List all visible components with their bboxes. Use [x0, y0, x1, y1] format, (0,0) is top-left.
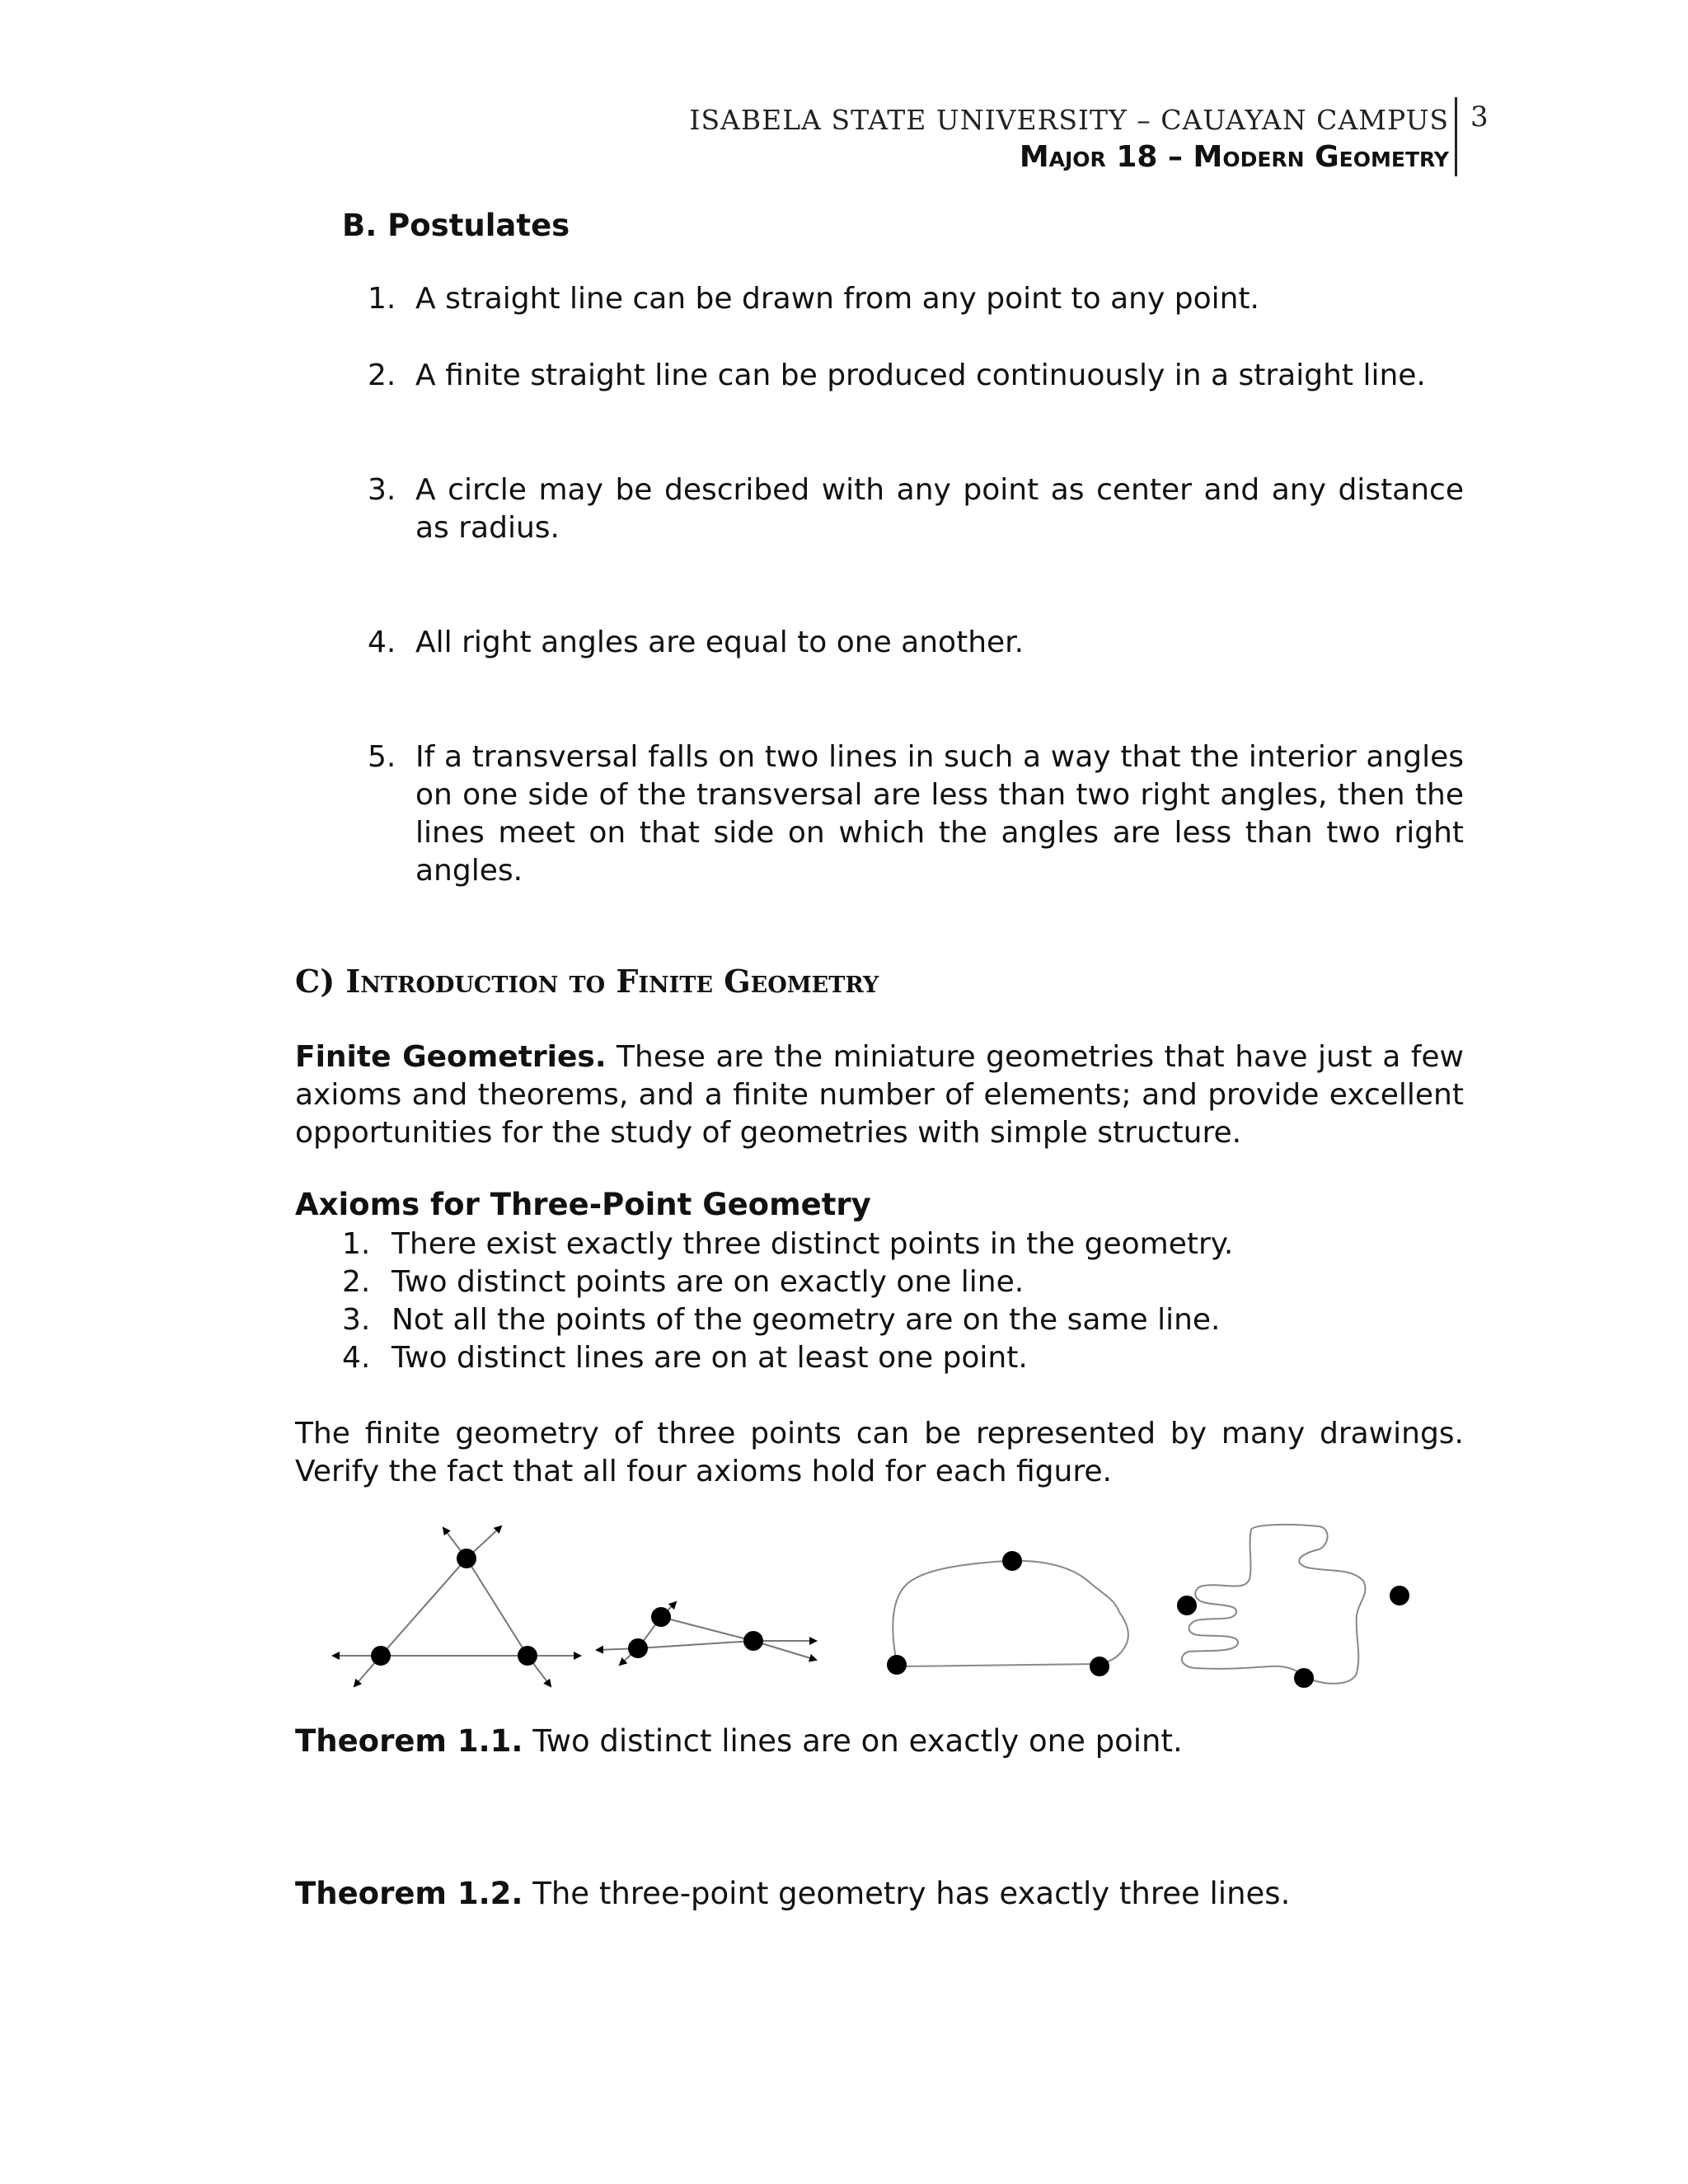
- three-point-geometry-figures: [321, 1513, 1459, 1711]
- axiom-text: Not all the points of the geometry are on the same line.: [392, 1303, 1221, 1337]
- axiom-number: 2.: [342, 1265, 371, 1299]
- postulate-item: [368, 738, 1464, 890]
- postulate-number: 1.: [368, 282, 396, 316]
- definition-term: Finite Geometries.: [295, 1040, 607, 1074]
- axiom-item: [342, 1226, 1233, 1263]
- axiom-item: [342, 1339, 1028, 1377]
- page-header: [689, 102, 1449, 176]
- postulate-number: 5.: [368, 740, 396, 774]
- postulate-number: 2.: [368, 359, 396, 392]
- postulate-text: A finite straight line can be produced continuously in a straight line.: [415, 359, 1426, 392]
- postulate-item: [368, 471, 1464, 547]
- figure-triangle: [333, 1526, 580, 1686]
- theorem-label: Theorem 1.1.: [295, 1723, 523, 1759]
- theorem-label: Theorem 1.2.: [295, 1876, 523, 1911]
- axiom-item: [342, 1263, 1024, 1301]
- postulate-item: [368, 357, 1464, 395]
- section-c-title: C) Introduction to Finite Geometry: [295, 963, 879, 1000]
- axiom-text: Two distinct points are on exactly one line.: [392, 1265, 1025, 1299]
- postulate-text: A circle may be described with any point as center and any distance as radius.: [415, 473, 1464, 545]
- axiom-number: 3.: [342, 1303, 371, 1337]
- figure-irregular-shape: [1177, 1525, 1409, 1688]
- header-divider: [1455, 97, 1457, 176]
- axiom-number: 1.: [342, 1227, 371, 1261]
- figure-flat-triangle: [597, 1602, 816, 1665]
- course-title: Major 18 – Modern Geometry: [1019, 140, 1449, 174]
- postulate-text: If a transversal falls on two lines in such a way that the interior angles on one side of the transversal are less than two right angles, then the lines meet on that side on which the angles are less than two right angles.: [415, 740, 1464, 888]
- page-number: 3: [1470, 101, 1489, 134]
- definition-text: These are the miniature geometries that have just a few axioms and theorems, and a finite number of elements; and provide excellent opportunities for the study of geometries with simple structure.: [295, 1040, 1464, 1150]
- theorem-text: Two distinct lines are on exactly one point.: [532, 1723, 1183, 1759]
- theorem-text: The three-point geometry has exactly three lines.: [532, 1876, 1291, 1911]
- postulate-item: [368, 280, 1464, 318]
- postulate-item: [368, 624, 1464, 662]
- section-b-title: B. Postulates: [342, 208, 570, 243]
- axiom-number: 4.: [342, 1341, 371, 1375]
- postulate-text: All right angles are equal to one another.: [415, 626, 1025, 659]
- finite-geometries-definition: [295, 1038, 1464, 1152]
- postulate-number: 4.: [368, 626, 396, 659]
- postulate-number: 3.: [368, 473, 396, 507]
- figure-intro-text: The finite geometry of three points can be represented by many drawings. Verify the fact that all four axioms hold for each figure.: [295, 1417, 1464, 1488]
- axiom-item: [342, 1301, 1221, 1339]
- theorem-1-2: [295, 1875, 1290, 1913]
- figure-curved-loop: [887, 1551, 1128, 1676]
- university-name: ISABELA STATE UNIVERSITY – CAUAYAN CAMPUS: [689, 104, 1449, 136]
- axioms-title: Axioms for Three-Point Geometry: [295, 1187, 871, 1222]
- postulate-text: A straight line can be drawn from any point to any point.: [415, 282, 1259, 316]
- axiom-text: Two distinct lines are on at least one point.: [392, 1341, 1028, 1375]
- theorem-1-1: [295, 1722, 1183, 1760]
- axiom-text: There exist exactly three distinct points in the geometry.: [392, 1227, 1234, 1261]
